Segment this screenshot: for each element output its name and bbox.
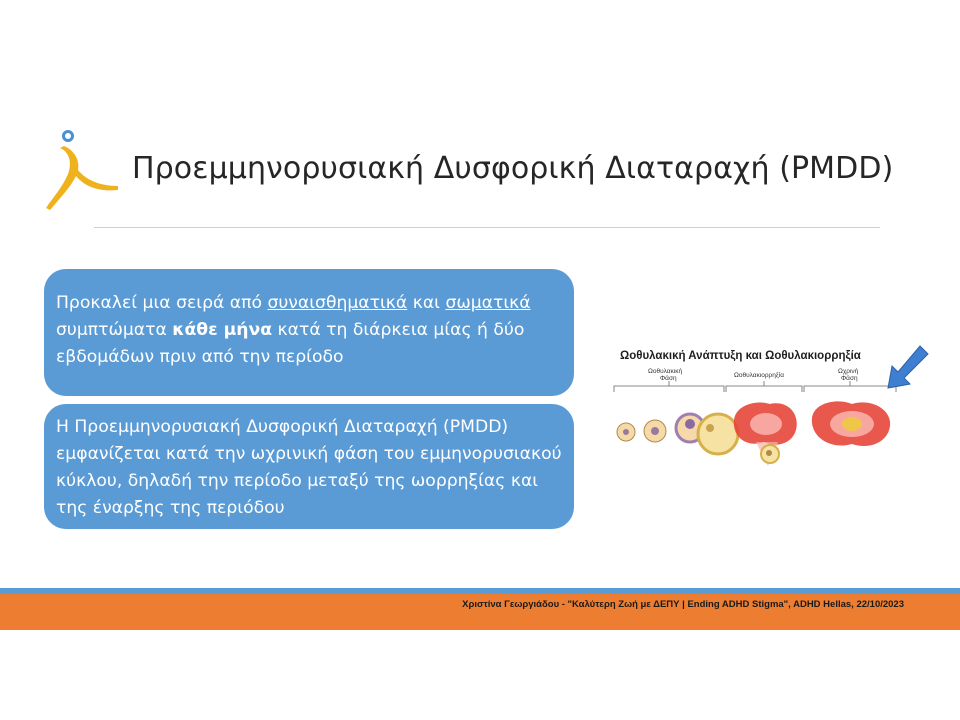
phase-bracket-1 (614, 386, 724, 392)
info-box-symptoms (44, 269, 574, 396)
awareness-ribbon-logo (40, 124, 120, 216)
luteal-phase-text: Η Προεμμηνορυσιακή Δυσφορική Διαταραχή (PMDD) εμφανίζεται κατά την ωχρινική φάση του εμμηνορυσιακού κύκλου, δηλαδή την περίοδο μεταξύ της ωορρηξίας και της έναρξης της περιόδου (56, 417, 562, 518)
phase-label-luteal: Ωχρινή (838, 368, 859, 375)
logo-head-icon (64, 132, 73, 141)
diagram-title: Ωοθυλακική Ανάπτυξη και Ωοθυλακιορρηξία (620, 350, 861, 362)
emotional-term: συναισθηματικά (267, 293, 408, 313)
every-month-emphasis: κάθε μήνα (172, 320, 273, 340)
phase-label-luteal-b: Φάση (841, 375, 858, 382)
phase-bracket-3 (804, 386, 896, 392)
pointer-arrow-icon (888, 346, 928, 388)
phase-bracket-2 (726, 386, 802, 392)
info-box-luteal-phase (44, 404, 574, 529)
phase-label-follicular-b: Φάση (660, 375, 677, 382)
phase-label-follicular: Ωοθυλακική (648, 368, 683, 375)
slide-title: Προεμμηνορυσιακή Δυσφορική Διαταραχή (PMDD) (132, 151, 894, 186)
phase-label-ovulation: Ωοθυλακιορρηξία (734, 372, 784, 379)
follicle-development-diagram (606, 338, 936, 470)
title-divider (94, 227, 880, 228)
ribbon-icon (46, 146, 118, 210)
symptoms-text: Προκαλεί μια σειρά από συναισθηματικά και σωματικά συμπτώματα κάθε μήνα κατά τη διάρκεια μίας ή δύο εβδομάδων πριν από την περίοδο (56, 293, 531, 367)
footer-citation: Χριστίνα Γεωργιάδου - "Καλύτερη Ζωή με ΔΕΠΥ | Ending ADHD Stigma", ADHD Hellas, 22/10/2023 (462, 599, 904, 610)
follicle-stage-4 (698, 414, 738, 454)
physical-term: σωματικά (445, 293, 531, 313)
